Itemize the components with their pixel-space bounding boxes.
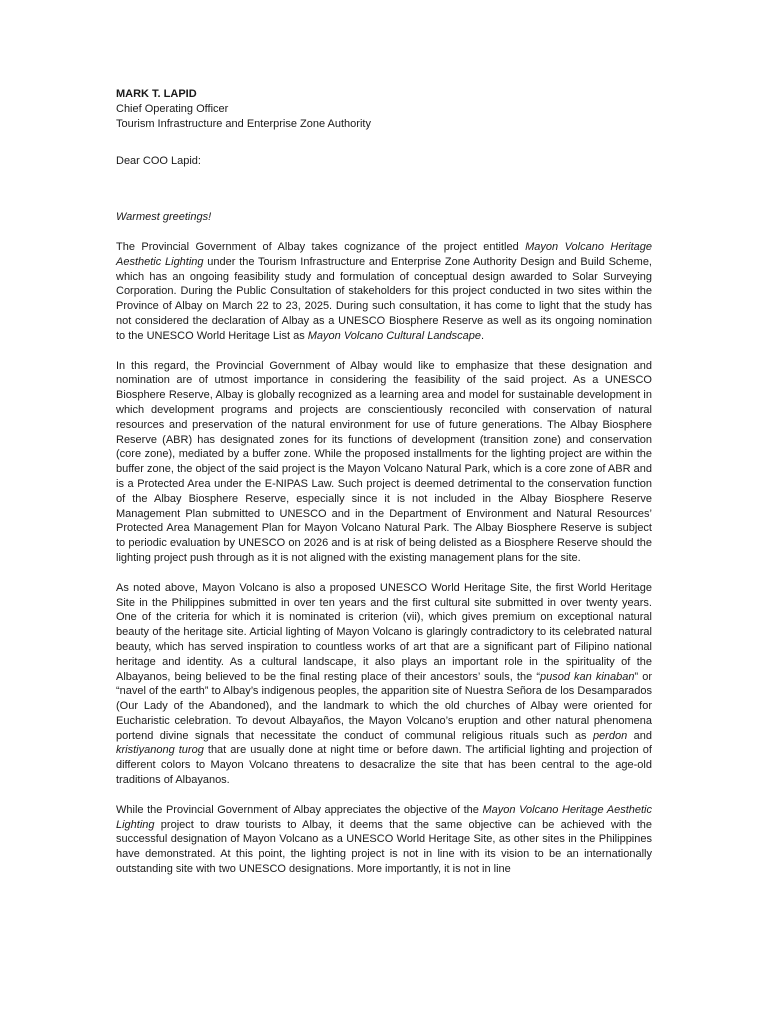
recipient-organization: Tourism Infrastructure and Enterprise Zone Authority <box>116 117 371 130</box>
recipient-name: MARK T. LAPID <box>116 88 197 100</box>
paragraph-text: The Provincial Government of Albay takes cognizance of the project entitled <box>116 240 526 253</box>
paragraph-text: ” or “navel of the earth” to Albay’s indigenous peoples, the apparition site of Nuestra Señora de los Desamparados (Our Lady of the Abandoned), and the landmark to which the old churches of Albay were oriented for Eucharistic celebration. To devout Albayaños, the Mayon Volcano’s eruption and other natural phenomena portend divine signals that necessitate the conduct of communal religious rituals such as <box>116 670 652 742</box>
recipient-title: Chief Operating Officer <box>116 102 229 115</box>
recipient-block <box>116 87 652 131</box>
greeting: Warmest greetings! <box>116 211 212 224</box>
body-paragraph <box>116 803 652 877</box>
paragraph-text: project to draw tourists to Albay, it deems that the same objective can be achieved with the successful designation of Mayon Volcano as a UNESCO World Heritage Site, as other sites in the Philippines have demonstrated. At this point, the lighting project is not in line with its vision to be an internationally outstanding site with two UNESCO designations. More importantly, it is not in line <box>116 818 652 876</box>
italic-text: Mayon Volcano Heritage Aesthetic Lighting <box>116 803 652 831</box>
italic-text: kristiyanong turog <box>116 744 204 757</box>
paragraph-text: While the Provincial Government of Albay appreciates the objective of the <box>116 803 483 816</box>
italic-text: pusod kan kinaban <box>539 670 635 683</box>
paragraph-text: In this regard, the Provincial Government of Albay would like to emphasize that these designation and nomination are of utmost importance in considering the feasibility of the said project. As a UNESCO Biosphere Reserve, Albay is globally recognized as a learning area and model for sustainable development in which development programs and projects are conscientiously reconciled with conservation of natural resources and preservation of the natural environment for use of future generations. The Albay Biosphere Reserve (ABR) has designated zones for its functions of development (transition zone) and conservation (core zone), mediated by a buffer zone. While the proposed installments for the lighting project are within the buffer zone, the object of the said project is the Mayon Volcano Natural Park, which is a core zone of ABR and is a Protected Area under the E-NIPAS Law. Such project is deemed detrimental to the conservation function of the Albay Biosphere Reserve, especially since it is not included in the Albay Biosphere Reserve Management Plan submitted to UNESCO and in the Department of Environment and Natural Resources’ Protected Area Management Plan for Mayon Volcano Natural Park. The Albay Biosphere Reserve is subject to periodic evaluation by UNESCO on 2026 and is at risk of being delisted as a Biosphere Reserve should the lighting project push through as it is not aligned with the existing management plans for the site. <box>116 359 652 564</box>
body-paragraph <box>116 359 652 566</box>
paragraph-text: that are usually done at night time or before dawn. The artificial lighting and projection of different colors to Mayon Volcano threatens to desacralize the site that has been central to the age-old traditions of Albayanos. <box>116 744 652 787</box>
paragraph-text: As noted above, Mayon Volcano is also a proposed UNESCO World Heritage Site, the first World Heritage Site in the Philippines submitted in over ten years and the first cultural site submitted in over twenty years. One of the criteria for which it is nominated is criterion (vii), which gives premium on exceptional natural beauty of the heritage site. Articial lighting of Mayon Volcano is glaringly contradictory to its celebrated natural beauty, which has served inspiration to countless works of art that are a significant part of Filipino national heritage and identity. As a cultural landscape, it also plays an important role in the spirituality of the Albayanos, being believed to be the final resting place of their ancestors’ souls, the “ <box>116 581 652 683</box>
italic-text: Mayon Volcano Cultural Landscape <box>307 329 482 342</box>
italic-text: perdon <box>592 729 628 742</box>
paragraph-text: and <box>627 729 652 742</box>
body-paragraph <box>116 240 652 344</box>
body-paragraph <box>116 581 652 788</box>
salutation: Dear COO Lapid: <box>116 155 201 168</box>
paragraph-text: . <box>481 329 485 342</box>
paragraph-text: under the Tourism Infrastructure and Enterprise Zone Authority Design and Build Scheme, which has an ongoing feasibility study and formulation of conceptual design awarded to Solar Surveying Corporation. During the Public Consultation of stakeholders for this project conducted in two sites within the Province of Albay on March 22 to 23, 2025. During such consultation, it has come to light that the study has not considered the declaration of Albay as a UNESCO Biosphere Reserve as well as its ongoing nomination to the UNESCO World Heritage List as <box>116 255 652 342</box>
italic-text: Mayon Volcano Heritage Aesthetic Lighting <box>116 240 652 268</box>
